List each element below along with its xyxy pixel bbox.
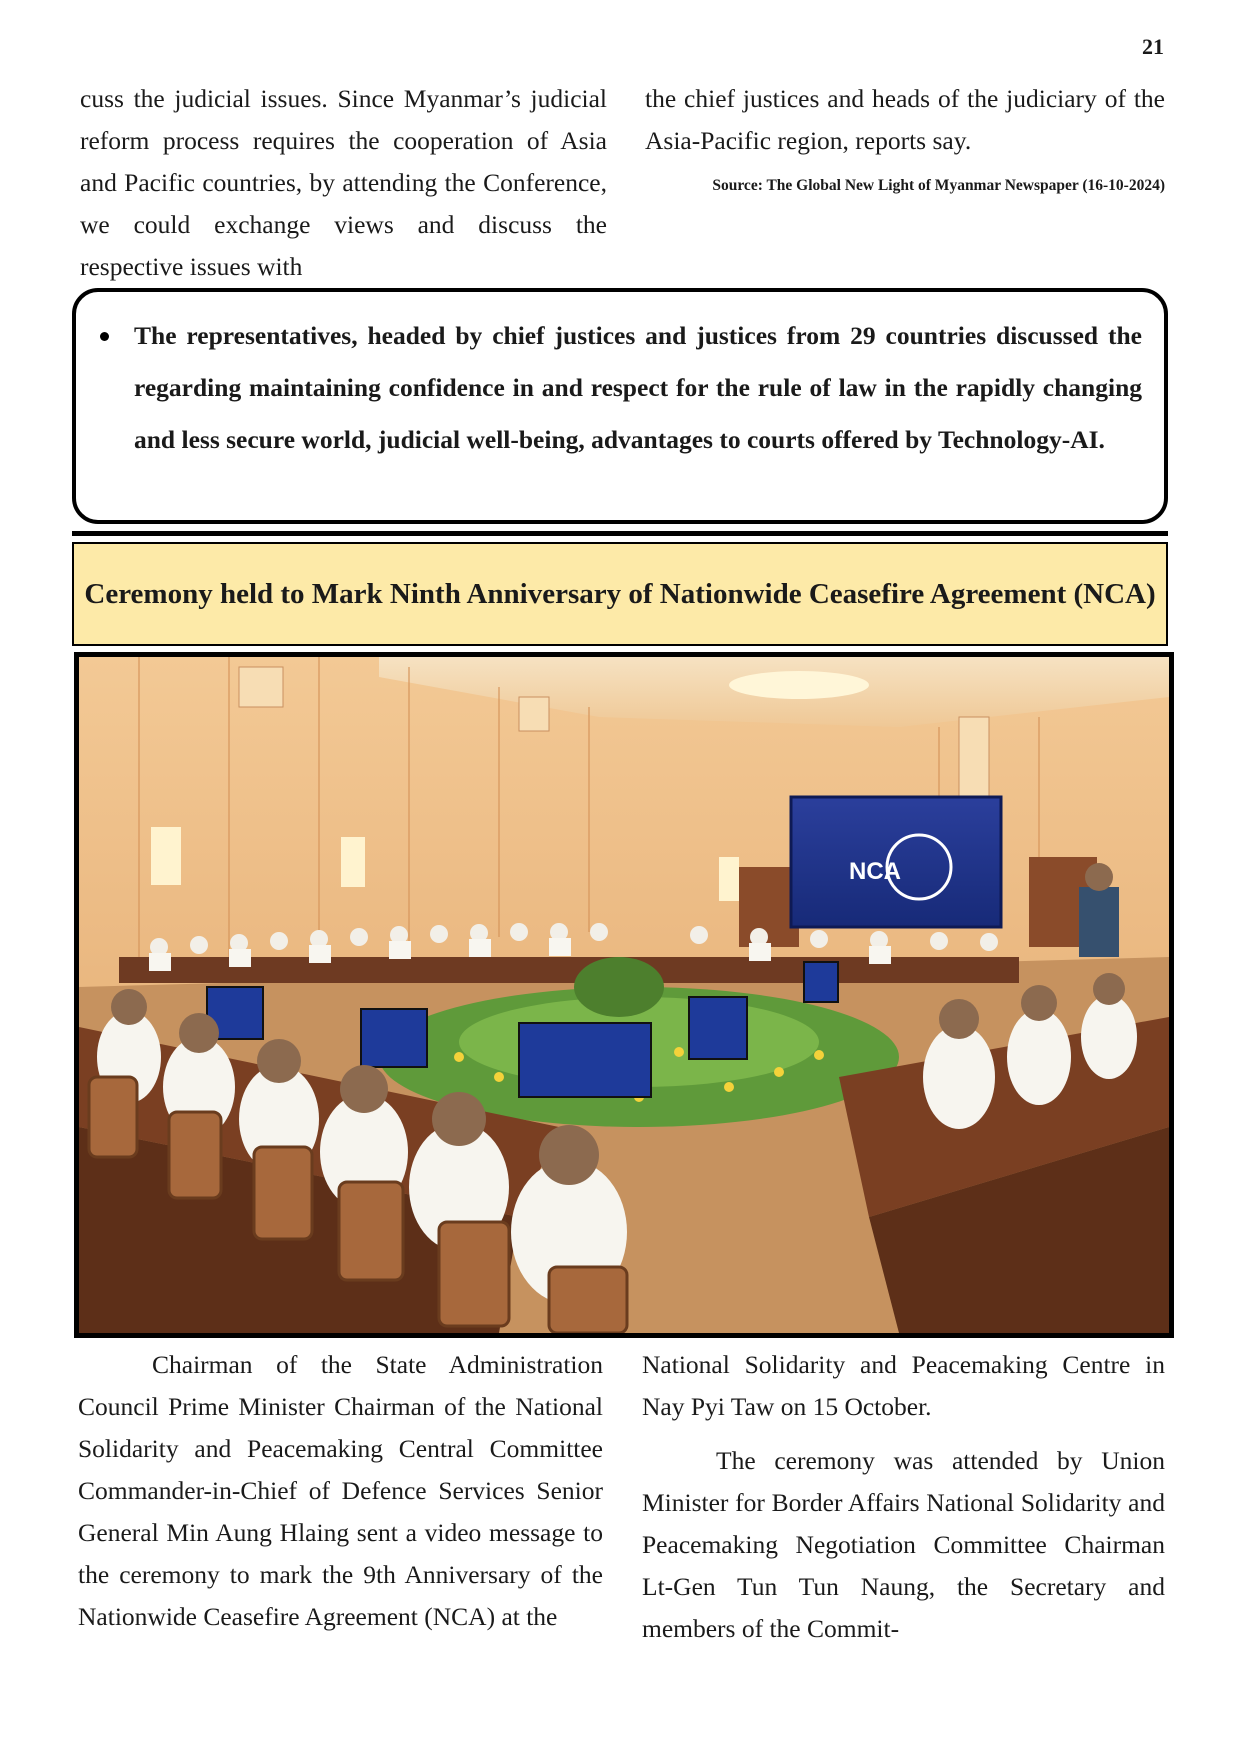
lattice-window — [519, 697, 549, 731]
highlight-box — [72, 288, 1168, 524]
central-shrub — [574, 957, 664, 1017]
closing-paragraph: the chief justices and heads of the judiciary of the Asia-Pacific region, reports say. — [645, 84, 1165, 155]
article-paragraph: Chairman of the State Administration Council Prime Minister Chairman of the National Solidarity and Peacemaking Central Committee Commander-in-Chief of Defence Services Senior General Min Aung Hlaing sent a video message to the ceremony to mark the 9th Anniversary of the Nationwide Ceasefire Agreement (NCA) at the — [78, 1350, 603, 1631]
top-right-column — [645, 78, 1165, 196]
headline-banner — [72, 542, 1168, 646]
continued-paragraph: cuss the judicial issues. Since Myanmar’s judicial reform process requires the cooperation of Asia and Pacific countries, by attending the Conference, we could exchange views and discuss the respective issues with — [80, 84, 607, 281]
wall-sconce — [151, 827, 181, 885]
section-divider — [72, 531, 1168, 536]
source-citation: Source: The Global New Light of Myanmar Newspaper (16-10-2024) — [712, 177, 1165, 194]
bullet-icon — [100, 332, 109, 341]
chandelier-light — [729, 671, 869, 699]
screen-logo-text: NCA — [849, 858, 901, 885]
ceremony-photo — [74, 652, 1174, 1338]
monitor — [804, 962, 838, 1002]
monitor — [519, 1023, 651, 1097]
article-paragraph: The ceremony was attended by Union Minister for Border Affairs National Solidarity and Peacemaking Negotiation Committee Chairman Lt-Gen Tun Tun Naung, the Secretary and members of the Commit- — [642, 1446, 1165, 1643]
top-left-column — [80, 78, 607, 288]
article-headline: Ceremony held to Mark Ninth Anniversary of Nationwide Ceasefire Agreement (NCA) — [84, 578, 1156, 610]
cameraman — [1079, 887, 1119, 957]
article-paragraph: National Solidarity and Peacemaking Centre in Nay Pyi Taw on 15 October. — [642, 1350, 1165, 1421]
highlight-item — [90, 310, 1142, 466]
monitor — [689, 997, 747, 1059]
lattice-window — [239, 667, 283, 707]
ceremony-photo-illustration — [79, 657, 1169, 1333]
wall-sconce — [719, 857, 739, 901]
page-number: 21 — [1142, 34, 1164, 59]
wall-sconce — [341, 837, 365, 887]
highlight-text: The representatives, headed by chief justices and justices from 29 countries discussed the regarding maintaining confidence in and respect for the rule of law in the rapidly changing and less secure world, judicial well-being, advantages to courts offered by Technology-AI. — [134, 321, 1142, 454]
highlight-list — [90, 310, 1142, 466]
monitor — [361, 1009, 427, 1067]
bottom-right-column — [642, 1344, 1165, 1650]
bottom-left-column — [78, 1344, 603, 1638]
